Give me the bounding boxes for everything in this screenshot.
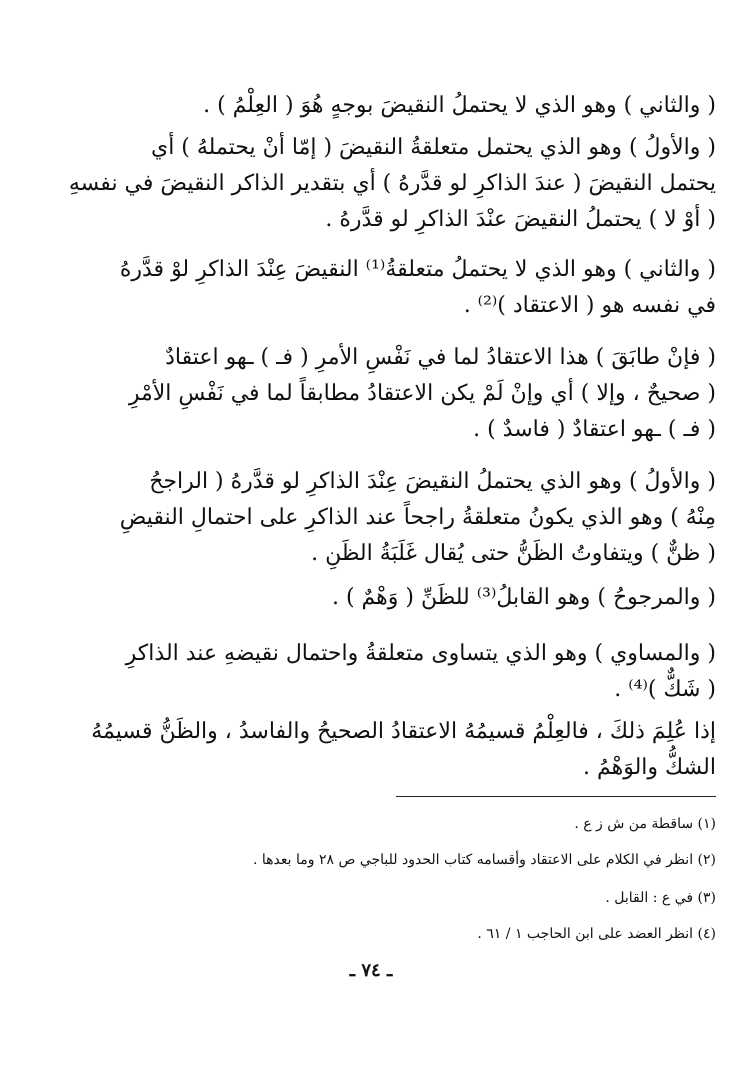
text-line: ( والمساوي ) وهو الذي يتساوى متعلقةُ واحتمال نقيضهِ عند الذاكرِ: [125, 641, 716, 666]
paragraph-6: [86, 580, 716, 616]
paragraph-2: [68, 130, 716, 238]
text-line: ( والمرجوحُ ) وهو القابلُ⁽³⁾ للظَنِّ ( وَهْمٌ ) .: [331, 585, 716, 610]
paragraph-1: [86, 88, 716, 124]
text-line: ( فـ ) ـهو اعتقادٌ ( فاسدٌ ) .: [473, 417, 716, 442]
paragraph-3: [86, 252, 716, 324]
paragraph-4: [86, 340, 716, 448]
footnote-4: (٤) انظر العضد على ابن الحاجب ١ / ٦١ .: [477, 926, 716, 942]
text-line: ( شَكٌّ )⁽⁴⁾ .: [614, 677, 716, 702]
text-line: الشكُّ والوَهْمُ .: [582, 755, 716, 780]
text-line: ( فإنْ طابَقَ ) هذا الاعتقادُ لما في نَفْسِ الأمرِ ( فـ ) ـهو اعتقادٌ: [165, 345, 716, 370]
text-line: ( أوْ لا ) يحتملُ النقيضَ عنْدَ الذاكرِ لو قدَّرهُ .: [325, 207, 716, 232]
text-line: ( والأولُ ) وهو الذي يحتمل متعلقةُ النقيضَ ( إمّا أنْ يحتملهُ ) أي: [150, 135, 716, 160]
text-line: مِنْهُ ) وهو الذي يكونُ متعلقةُ راجحاً عند الذاكرِ على احتمالِ النقيضِ: [119, 505, 716, 530]
text-line: ( ظنٌّ ) ويتفاوتُ الظَنُّ حتى يُقال غَلَبَةُ الظَنِ .: [311, 541, 716, 566]
text-line: ( والثاني ) وهو الذي لا يحتملُ متعلقةُ⁽¹⁾ النقيضَ عِنْدَ الذاكرِ لوْ قدَّرهُ: [119, 257, 716, 282]
text-line: ( والثاني ) وهو الذي لا يحتملُ النقيضَ بوجهٍ هُوَ ( العِلْمُ ) .: [203, 93, 716, 118]
text-line: إذا عُلِمَ ذلكَ ، فالعِلْمُ قسيمُهُ الاعتقادُ الصحيحُ والفاسدُ ، والظَنُّ قسيمُهُ: [91, 719, 716, 744]
paragraph-5: [86, 464, 716, 572]
text-line: ( والأولُ ) وهو الذي يحتملُ النقيضَ عِنْدَ الذاكرِ لو قدَّرهُ ( الراجحُ: [149, 469, 716, 494]
page-number: ـ ٧٤ ـ: [349, 960, 393, 981]
footnote-separator: [396, 796, 716, 797]
footnote-3: (٣) في ع : القابل .: [605, 890, 716, 906]
footnote-1: (١) ساقطة من ش ز ع .: [574, 816, 716, 832]
text-line: يحتمل النقيضَ ( عندَ الذاكرِ لو قدَّرهُ ) أي بتقدير الذاكر النقيضَ في نفسهِ: [68, 171, 716, 196]
paragraph-7: [86, 636, 716, 708]
text-line: في نفسه هو ( الاعتقاد )⁽²⁾ .: [463, 293, 716, 318]
footnote-2: (٢) انظر في الكلام على الاعتقاد وأقسامه كتاب الحدود للباجي ص ٢٨ وما بعدها .: [252, 852, 716, 868]
text-line: ( صحيحٌ ، وإلا ) أي وإنْ لَمْ يكن الاعتقادُ مطابقاً لما في نَفْسِ الأمْرِ: [128, 381, 716, 406]
paragraph-8: [86, 714, 716, 786]
